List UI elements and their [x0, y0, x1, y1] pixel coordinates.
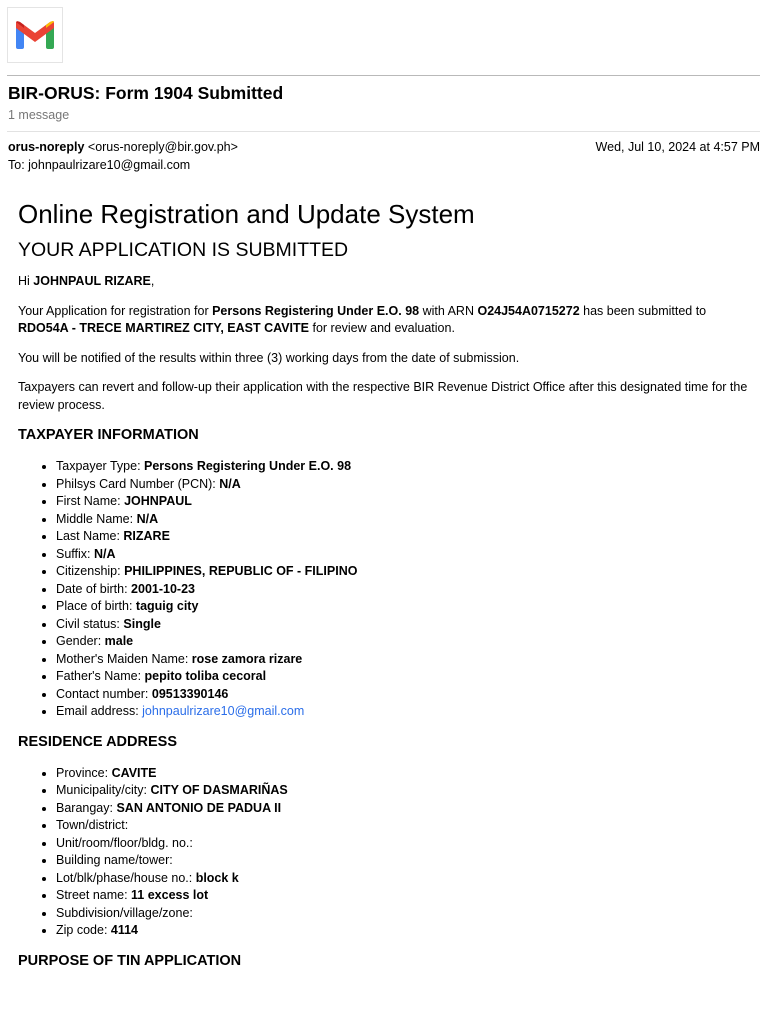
taxpayer-heading: TAXPAYER INFORMATION — [18, 427, 199, 443]
purpose-heading: PURPOSE OF TIN APPLICATION — [18, 952, 242, 969]
list-item — [56, 870, 754, 888]
application-paragraph: Your Application for registration for Persons Registering Under E.O. 98 with ARN O24J54A0715272 has been submitted to RDO54A - TRECE MARTIREZ CITY, EAST CAVITE for review and evaluation. — [18, 303, 707, 335]
list-item — [56, 546, 754, 564]
email-body — [18, 198, 754, 984]
field-label: Mother's Maiden Name: — [56, 651, 192, 666]
field-label: Citizenship: — [56, 564, 125, 578]
field-label: Email address: — [56, 704, 143, 718]
list-item — [56, 887, 754, 905]
email-subject: BIR-ORUS: Form 1904 Submitted — [8, 83, 284, 103]
field-value: N/A — [93, 546, 116, 561]
notification-paragraph: You will be notified of the results within three (3) working days from the date of submission. — [18, 350, 520, 365]
gmail-logo-icon — [7, 7, 63, 63]
field-value: N/A — [219, 476, 241, 491]
field-label: Lot/blk/phase/house no.: — [56, 870, 196, 885]
field-label: Town/district: — [56, 818, 129, 832]
field-label: Date of birth: — [56, 581, 132, 596]
field-label: Zip code: — [56, 923, 111, 937]
field-label: Building name/tower: — [56, 853, 173, 867]
message-count: 1 message — [8, 108, 70, 122]
list-item — [56, 651, 754, 669]
field-label: Civil status: — [56, 616, 124, 631]
list-item — [56, 528, 754, 546]
field-label: Middle Name: — [56, 511, 137, 526]
field-label: Province: — [56, 765, 112, 780]
recipient-line: To: johnpaulrizare10@gmail.com — [8, 158, 191, 172]
field-label: Taxpayer Type: — [56, 459, 145, 473]
field-value: Persons Registering Under E.O. 98 — [144, 459, 352, 473]
field-value: RIZARE — [123, 529, 170, 543]
field-value: male — [104, 634, 134, 648]
field-value: 09513390146 — [151, 686, 229, 701]
field-value: JOHNPAUL — [124, 494, 192, 508]
list-item — [56, 765, 754, 783]
list-item — [56, 668, 754, 686]
field-value: pepito toliba cecoral — [144, 669, 267, 683]
field-label: Place of birth: — [56, 599, 136, 613]
greeting: Hi JOHNPAUL RIZARE, — [18, 274, 155, 288]
field-label: Subdivision/village/zone: — [56, 905, 193, 920]
list-item — [56, 476, 754, 494]
field-label: Municipality/city: — [56, 783, 151, 797]
field-value: SAN ANTONIO DE PADUA II — [116, 800, 282, 815]
list-item — [56, 922, 754, 940]
address-heading: RESIDENCE ADDRESS — [18, 733, 177, 750]
list-item — [56, 458, 754, 476]
greeting-name: JOHNPAUL RIZARE — [33, 274, 151, 288]
status-title: YOUR APPLICATION IS SUBMITTED — [18, 239, 349, 261]
sender-name[interactable]: orus-noreply — [8, 140, 85, 154]
field-value: N/A — [136, 511, 159, 526]
rdo-office: RDO54A - TRECE MARTIREZ CITY, EAST CAVITE — [18, 321, 309, 335]
list-item — [56, 817, 754, 835]
list-item — [56, 686, 754, 704]
sender-line — [8, 140, 238, 154]
field-label: First Name: — [56, 494, 125, 508]
field-label: Unit/room/floor/bldg. no.: — [56, 835, 193, 850]
field-value: 2001-10-23 — [131, 581, 195, 596]
header-divider — [7, 75, 760, 76]
list-item — [56, 800, 754, 818]
field-value: 11 excess lot — [131, 888, 209, 902]
followup-paragraph: Taxpayers can revert and follow-up their application with the respective BIR Revenue District Office after this designated time for the review process. — [18, 380, 748, 412]
list-item — [56, 493, 754, 511]
list-item — [56, 852, 754, 870]
email-link[interactable]: johnpaulrizare10@gmail.com — [142, 704, 305, 718]
field-label: Father's Name: — [56, 669, 145, 683]
field-label: Barangay: — [56, 800, 117, 815]
list-item — [56, 563, 754, 581]
system-title: Online Registration and Update System — [18, 199, 475, 229]
residence-address-list — [18, 765, 754, 940]
list-item — [56, 581, 754, 599]
sender-email[interactable]: <orus-noreply@bir.gov.ph> — [87, 140, 238, 154]
taxpayer-info-list — [18, 458, 754, 721]
list-item — [56, 616, 754, 634]
list-item — [56, 835, 754, 853]
list-item — [56, 598, 754, 616]
field-label: Contact number: — [56, 686, 152, 701]
arn-number: O24J54A0715272 — [477, 303, 580, 318]
field-value: CITY OF DASMARIÑAS — [150, 783, 288, 797]
field-label: Gender: — [56, 634, 105, 648]
field-value: rose zamora rizare — [191, 651, 303, 666]
field-value: CAVITE — [111, 765, 157, 780]
list-item — [56, 703, 754, 721]
list-item — [56, 511, 754, 529]
thread-divider — [7, 131, 760, 132]
field-label: Philsys Card Number (PCN): — [56, 476, 220, 491]
email-date: Wed, Jul 10, 2024 at 4:57 PM — [595, 140, 760, 154]
field-value: 4114 — [110, 923, 139, 937]
field-value: taguig city — [135, 599, 199, 613]
list-item — [56, 782, 754, 800]
field-value: block k — [195, 870, 239, 885]
field-value: PHILIPPINES, REPUBLIC OF - FILIPINO — [124, 564, 358, 578]
field-value: Single — [123, 616, 161, 631]
list-item — [56, 633, 754, 651]
field-label: Suffix: — [56, 546, 94, 561]
application-type: Persons Registering Under E.O. 98 — [212, 303, 420, 318]
field-label: Street name: — [56, 888, 132, 902]
list-item — [56, 905, 754, 923]
field-label: Last Name: — [56, 529, 124, 543]
